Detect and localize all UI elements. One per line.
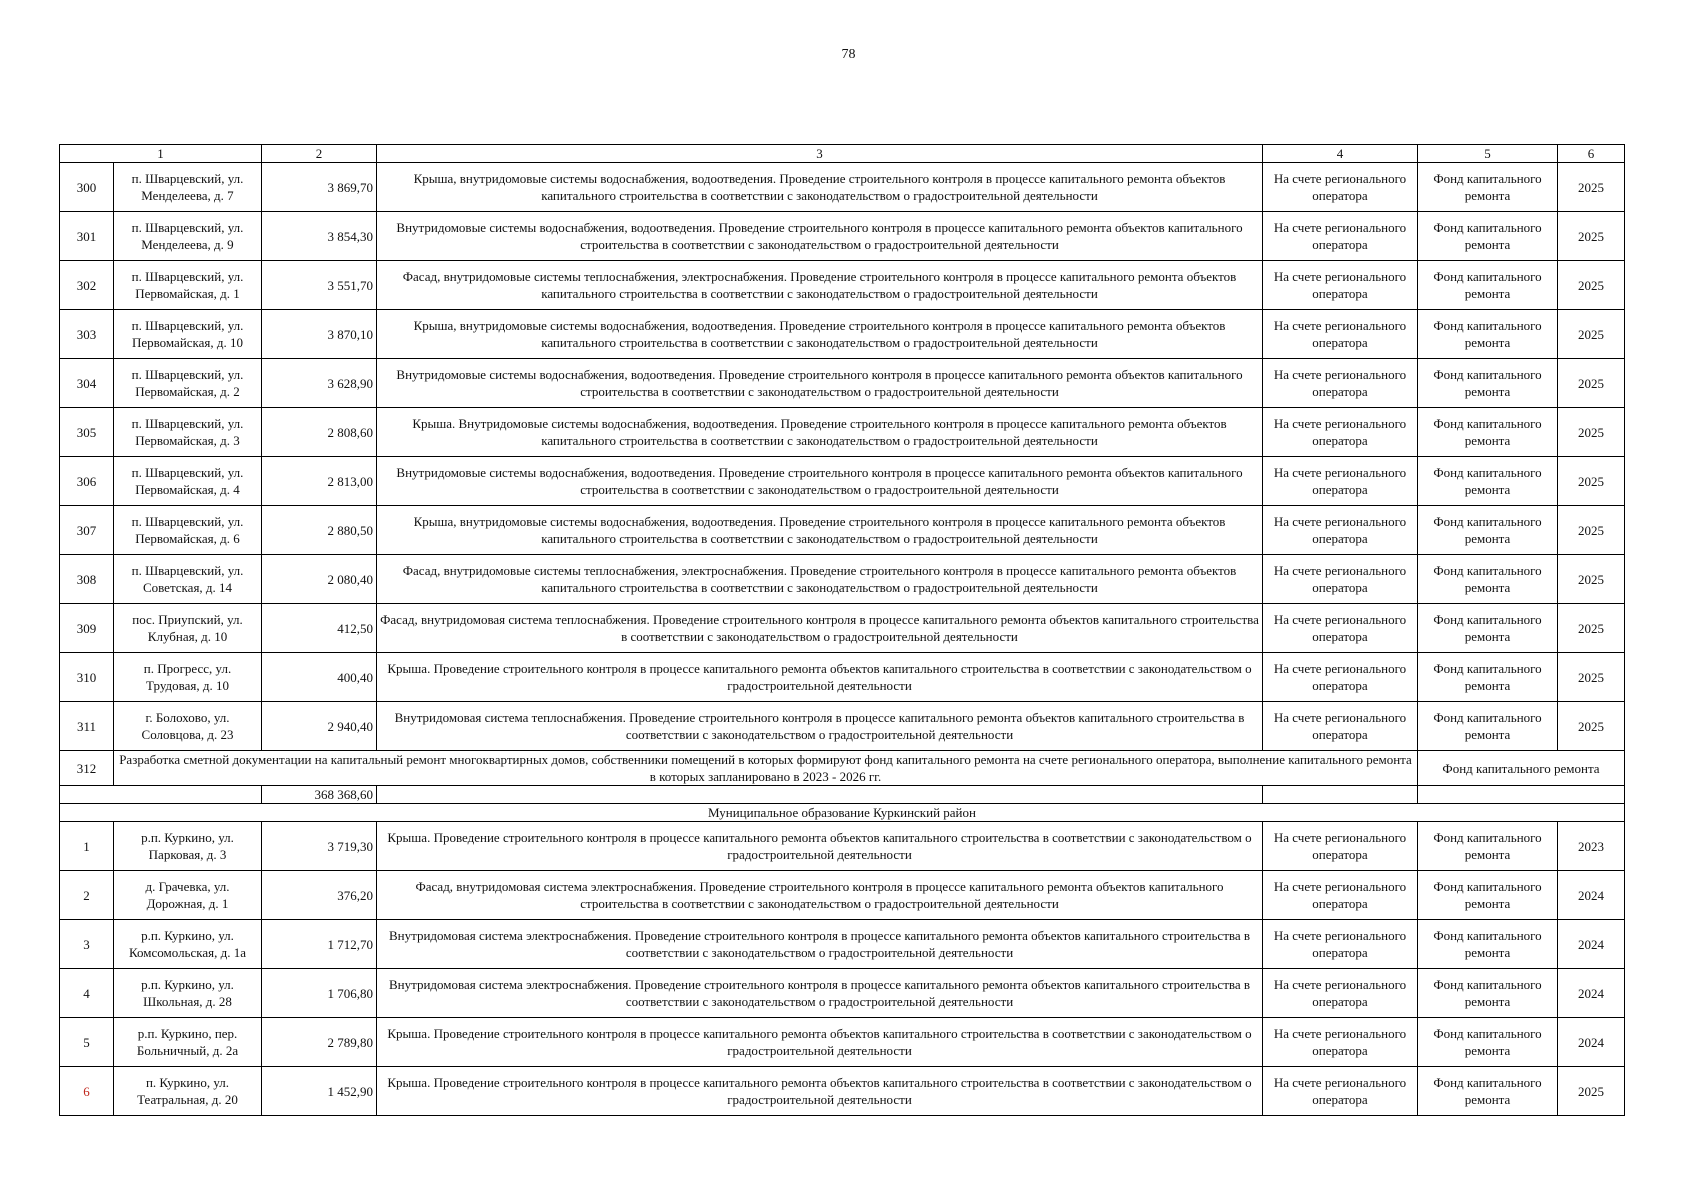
- row-number: 309: [60, 604, 114, 653]
- table-row: [60, 1018, 1625, 1067]
- work-description-cell: Фасад, внутридомовая система электроснабжения. Проведение строительного контроля в процессе капитального ремонта объектов капитального строительства в соответствии с законодательством о градостроительной деятельности: [377, 871, 1263, 920]
- work-description-cell: Внутридомовая система теплоснабжения. Проведение строительного контроля в процессе капитального ремонта объектов капитального строительства в соответствии с законодательством о градостроительной деятельности: [377, 702, 1263, 751]
- address-cell: д. Грачевка, ул. Дорожная, д. 1: [114, 871, 262, 920]
- row-number: 4: [60, 969, 114, 1018]
- area-cell: 2 880,50: [262, 506, 377, 555]
- year-cell: 2024: [1558, 969, 1625, 1018]
- address-cell: г. Болохово, ул. Соловцова, д. 23: [114, 702, 262, 751]
- address-cell: п. Шварцевский, ул. Первомайская, д. 2: [114, 359, 262, 408]
- account-type-cell: На счете регионального оператора: [1263, 920, 1418, 969]
- funding-source-cell: Фонд капитального ремонта: [1418, 261, 1558, 310]
- work-description-cell: Крыша, внутридомовые системы водоснабжения, водоотведения. Проведение строительного контроля в процессе капитального ремонта объектов капитального строительства в соответствии с законодательством о градостроительной деятельности: [377, 506, 1263, 555]
- address-cell: п. Шварцевский, ул. Первомайская, д. 3: [114, 408, 262, 457]
- section-title: Муниципальное образование Куркинский район: [60, 804, 1625, 822]
- area-cell: 2 789,80: [262, 1018, 377, 1067]
- table-row: [60, 408, 1625, 457]
- year-cell: 2025: [1558, 408, 1625, 457]
- area-cell: 376,20: [262, 871, 377, 920]
- table-row: [60, 212, 1625, 261]
- work-description-cell: Внутридомовая система электроснабжения. Проведение строительного контроля в процессе капитального ремонта объектов капитального строительства в соответствии с законодательством о градостроительной деятельности: [377, 969, 1263, 1018]
- account-type-cell: На счете регионального оператора: [1263, 359, 1418, 408]
- funding-source-cell: Фонд капитального ремонта: [1418, 920, 1558, 969]
- funding-source-cell: Фонд капитального ремонта: [1418, 1018, 1558, 1067]
- address-cell: р.п. Куркино, ул. Парковая, д. 3: [114, 822, 262, 871]
- work-description-cell: Внутридомовые системы водоснабжения, водоотведения. Проведение строительного контроля в процессе капитального ремонта объектов капитального строительства в соответствии с законодательством о градостроительной деятельности: [377, 457, 1263, 506]
- table-row: [60, 871, 1625, 920]
- year-cell: 2025: [1558, 653, 1625, 702]
- address-cell: п. Шварцевский, ул. Первомайская, д. 1: [114, 261, 262, 310]
- area-cell: 3 869,70: [262, 163, 377, 212]
- funding-source-cell: Фонд капитального ремонта: [1418, 212, 1558, 261]
- work-description-cell: Крыша. Проведение строительного контроля в процессе капитального ремонта объектов капитального строительства в соответствии с законодательством о градостроительной деятельности: [377, 1018, 1263, 1067]
- work-description-cell: Внутридомовые системы водоснабжения, водоотведения. Проведение строительного контроля в процессе капитального ремонта объектов капитального строительства в соответствии с законодательством о градостроительной деятельности: [377, 359, 1263, 408]
- year-cell: 2025: [1558, 212, 1625, 261]
- area-cell: 2 940,40: [262, 702, 377, 751]
- address-cell: р.п. Куркино, ул. Школьная, д. 28: [114, 969, 262, 1018]
- area-cell: 3 854,30: [262, 212, 377, 261]
- area-cell: 1 452,90: [262, 1067, 377, 1116]
- area-cell: 2 080,40: [262, 555, 377, 604]
- work-description-cell: Крыша. Внутридомовые системы водоснабжения, водоотведения. Проведение строительного контроля в процессе капитального ремонта объектов капитального строительства в соответствии с законодательством о градостроительной деятельности: [377, 408, 1263, 457]
- empty-cell: [377, 786, 1263, 804]
- row-number: 310: [60, 653, 114, 702]
- table-row: [60, 163, 1625, 212]
- estimate-description-cell: Разработка сметной документации на капитальный ремонт многоквартирных домов, собственники помещений в которых формируют фонд капитального ремонта на счете регионального оператора, выполнение капитального ремонта в которых запланировано в 2023 - 2026 гг.: [114, 751, 1418, 786]
- table-row: [60, 822, 1625, 871]
- account-type-cell: На счете регионального оператора: [1263, 212, 1418, 261]
- header-cell: 2: [262, 145, 377, 163]
- header-cell: 1: [60, 145, 262, 163]
- account-type-cell: На счете регионального оператора: [1263, 261, 1418, 310]
- funding-source-cell: Фонд капитального ремонта: [1418, 359, 1558, 408]
- row-number: 312: [60, 751, 114, 786]
- header-cell: 6: [1558, 145, 1625, 163]
- table-row: [60, 920, 1625, 969]
- header-cell: 5: [1418, 145, 1558, 163]
- funding-source-cell: Фонд капитального ремонта: [1418, 751, 1625, 786]
- row-number: 5: [60, 1018, 114, 1067]
- address-cell: п. Шварцевский, ул. Первомайская, д. 10: [114, 310, 262, 359]
- table-row: [60, 359, 1625, 408]
- total-row: [60, 786, 1625, 804]
- year-cell: 2025: [1558, 1067, 1625, 1116]
- account-type-cell: На счете регионального оператора: [1263, 310, 1418, 359]
- funding-source-cell: Фонд капитального ремонта: [1418, 163, 1558, 212]
- area-cell: 2 808,60: [262, 408, 377, 457]
- account-type-cell: На счете регионального оператора: [1263, 506, 1418, 555]
- year-cell: 2025: [1558, 163, 1625, 212]
- row-number: 307: [60, 506, 114, 555]
- funding-source-cell: Фонд капитального ремонта: [1418, 1067, 1558, 1116]
- account-type-cell: На счете регионального оператора: [1263, 555, 1418, 604]
- funding-source-cell: Фонд капитального ремонта: [1418, 871, 1558, 920]
- area-cell: 3 628,90: [262, 359, 377, 408]
- address-cell: п. Прогресс, ул. Трудовая, д. 10: [114, 653, 262, 702]
- work-description-cell: Крыша, внутридомовые системы водоснабжения, водоотведения. Проведение строительного контроля в процессе капитального ремонта объектов капитального строительства в соответствии с законодательством о градостроительной деятельности: [377, 310, 1263, 359]
- year-cell: 2025: [1558, 261, 1625, 310]
- total-label-cell: [60, 786, 262, 804]
- address-cell: пос. Приупский, ул. Клубная, д. 10: [114, 604, 262, 653]
- table-row: [60, 702, 1625, 751]
- area-cell: 3 719,30: [262, 822, 377, 871]
- funding-source-cell: Фонд капитального ремонта: [1418, 555, 1558, 604]
- account-type-cell: На счете регионального оператора: [1263, 969, 1418, 1018]
- header-cell: 3: [377, 145, 1263, 163]
- table-row: [60, 604, 1625, 653]
- year-cell: 2024: [1558, 1018, 1625, 1067]
- account-type-cell: На счете регионального оператора: [1263, 871, 1418, 920]
- funding-source-cell: Фонд капитального ремонта: [1418, 702, 1558, 751]
- row-number: 303: [60, 310, 114, 359]
- row-number: 308: [60, 555, 114, 604]
- empty-cell: [1263, 786, 1418, 804]
- year-cell: 2025: [1558, 457, 1625, 506]
- row-number: 301: [60, 212, 114, 261]
- year-cell: 2025: [1558, 310, 1625, 359]
- funding-source-cell: Фонд капитального ремонта: [1418, 506, 1558, 555]
- row-number: 305: [60, 408, 114, 457]
- work-description-cell: Внутридомовая система электроснабжения. Проведение строительного контроля в процессе капитального ремонта объектов капитального строительства в соответствии с законодательством о градостроительной деятельности: [377, 920, 1263, 969]
- account-type-cell: На счете регионального оператора: [1263, 457, 1418, 506]
- work-description-cell: Крыша. Проведение строительного контроля в процессе капитального ремонта объектов капитального строительства в соответствии с законодательством о градостроительной деятельности: [377, 653, 1263, 702]
- row-number: 302: [60, 261, 114, 310]
- total-area-cell: 368 368,60: [262, 786, 377, 804]
- work-description-cell: Внутридомовые системы водоснабжения, водоотведения. Проведение строительного контроля в процессе капитального ремонта объектов капитального строительства в соответствии с законодательством о градостроительной деятельности: [377, 212, 1263, 261]
- row-number: 300: [60, 163, 114, 212]
- address-cell: п. Куркино, ул. Театральная, д. 20: [114, 1067, 262, 1116]
- account-type-cell: На счете регионального оператора: [1263, 1067, 1418, 1116]
- row-number: 3: [60, 920, 114, 969]
- table-row: [60, 1067, 1625, 1116]
- table-row: [60, 261, 1625, 310]
- account-type-cell: На счете регионального оператора: [1263, 604, 1418, 653]
- table-row: [60, 506, 1625, 555]
- header-cell: 4: [1263, 145, 1418, 163]
- area-cell: 3 870,10: [262, 310, 377, 359]
- year-cell: 2025: [1558, 506, 1625, 555]
- area-cell: 400,40: [262, 653, 377, 702]
- table-row: [60, 457, 1625, 506]
- address-cell: р.п. Куркино, пер. Больничный, д. 2а: [114, 1018, 262, 1067]
- account-type-cell: На счете регионального оператора: [1263, 408, 1418, 457]
- estimate-documentation-row: [60, 751, 1625, 786]
- year-cell: 2023: [1558, 822, 1625, 871]
- year-cell: 2025: [1558, 604, 1625, 653]
- funding-source-cell: Фонд капитального ремонта: [1418, 822, 1558, 871]
- account-type-cell: На счете регионального оператора: [1263, 653, 1418, 702]
- work-description-cell: Крыша. Проведение строительного контроля в процессе капитального ремонта объектов капитального строительства в соответствии с законодательством о градостроительной деятельности: [377, 822, 1263, 871]
- address-cell: п. Шварцевский, ул. Советская, д. 14: [114, 555, 262, 604]
- table-row: [60, 653, 1625, 702]
- funding-source-cell: Фонд капитального ремонта: [1418, 604, 1558, 653]
- account-type-cell: На счете регионального оператора: [1263, 702, 1418, 751]
- year-cell: 2024: [1558, 871, 1625, 920]
- area-cell: 3 551,70: [262, 261, 377, 310]
- funding-source-cell: Фонд капитального ремонта: [1418, 653, 1558, 702]
- work-description-cell: Фасад, внутридомовые системы теплоснабжения, электроснабжения. Проведение строительного контроля в процессе капитального ремонта объектов капитального строительства в соответствии с законодательством о градостроительной деятельности: [377, 261, 1263, 310]
- area-cell: 2 813,00: [262, 457, 377, 506]
- area-cell: 412,50: [262, 604, 377, 653]
- account-type-cell: На счете регионального оператора: [1263, 163, 1418, 212]
- year-cell: 2025: [1558, 359, 1625, 408]
- empty-cell: [1418, 786, 1625, 804]
- row-number: 1: [60, 822, 114, 871]
- column-number-row: [60, 145, 1625, 163]
- row-number: 306: [60, 457, 114, 506]
- area-cell: 1 706,80: [262, 969, 377, 1018]
- account-type-cell: На счете регионального оператора: [1263, 1018, 1418, 1067]
- year-cell: 2025: [1558, 555, 1625, 604]
- table-row: [60, 555, 1625, 604]
- funding-source-cell: Фонд капитального ремонта: [1418, 408, 1558, 457]
- row-number: 2: [60, 871, 114, 920]
- row-number: 311: [60, 702, 114, 751]
- address-cell: п. Шварцевский, ул. Первомайская, д. 6: [114, 506, 262, 555]
- page-number: 78: [841, 47, 856, 62]
- table-row: [60, 969, 1625, 1018]
- work-description-cell: Крыша, внутридомовые системы водоснабжения, водоотведения. Проведение строительного контроля в процессе капитального ремонта объектов капитального строительства в соответствии с законодательством о градостроительной деятельности: [377, 163, 1263, 212]
- table-row: [60, 310, 1625, 359]
- address-cell: р.п. Куркино, ул. Комсомольская, д. 1а: [114, 920, 262, 969]
- funding-source-cell: Фонд капитального ремонта: [1418, 310, 1558, 359]
- account-type-cell: На счете регионального оператора: [1263, 822, 1418, 871]
- address-cell: п. Шварцевский, ул. Менделеева, д. 9: [114, 212, 262, 261]
- section-header-row: [60, 804, 1625, 822]
- work-description-cell: Фасад, внутридомовые системы теплоснабжения, электроснабжения. Проведение строительного контроля в процессе капитального ремонта объектов капитального строительства в соответствии с законодательством о градостроительной деятельности: [377, 555, 1263, 604]
- area-cell: 1 712,70: [262, 920, 377, 969]
- capital-repair-table: [59, 144, 1625, 1116]
- year-cell: 2025: [1558, 702, 1625, 751]
- row-number: 304: [60, 359, 114, 408]
- row-number: 6: [60, 1067, 114, 1116]
- year-cell: 2024: [1558, 920, 1625, 969]
- address-cell: п. Шварцевский, ул. Первомайская, д. 4: [114, 457, 262, 506]
- work-description-cell: Крыша. Проведение строительного контроля в процессе капитального ремонта объектов капитального строительства в соответствии с законодательством о градостроительной деятельности: [377, 1067, 1263, 1116]
- address-cell: п. Шварцевский, ул. Менделеева, д. 7: [114, 163, 262, 212]
- funding-source-cell: Фонд капитального ремонта: [1418, 457, 1558, 506]
- funding-source-cell: Фонд капитального ремонта: [1418, 969, 1558, 1018]
- work-description-cell: Фасад, внутридомовая система теплоснабжения. Проведение строительного контроля в процессе капитального ремонта объектов капитального строительства в соответствии с законодательством о градостроительной деятельности: [377, 604, 1263, 653]
